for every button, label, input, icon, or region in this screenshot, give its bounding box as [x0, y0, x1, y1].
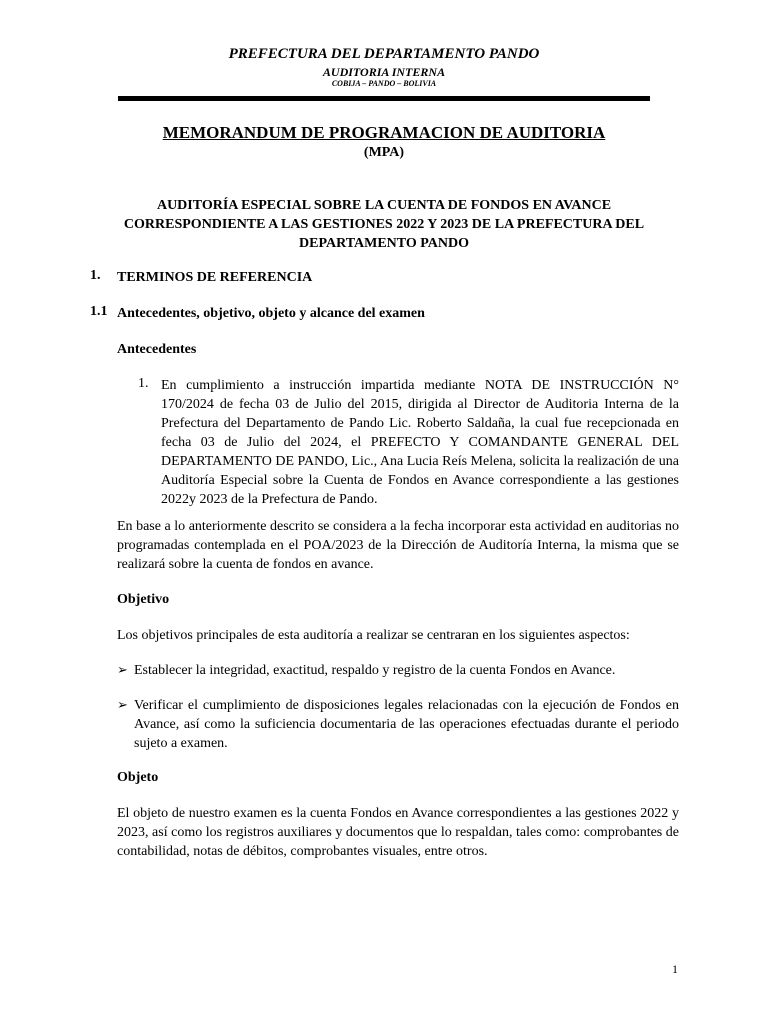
antecedentes-item-number: 1.	[138, 376, 149, 391]
objetivo-bullet-1: Establecer la integridad, exactitud, respaldo y registro de la cuenta Fondos en Avance.	[134, 663, 616, 678]
bullet-arrow-icon: ➢	[117, 697, 128, 712]
section-1-number: 1.	[90, 268, 101, 283]
antecedentes-paragraph: En base a lo anteriormente descrito se considera a la fecha incorporar esta actividad en auditorias no programadas contemplada en el POA/2023 de la Dirección de Auditoría Interna, la misma que se realizará sobre la cuenta de fondos en avance.	[117, 519, 679, 572]
audit-subject: AUDITORÍA ESPECIAL SOBRE LA CUENTA DE FONDOS EN AVANCE CORRESPONDIENTE A LAS GESTIONES 2022 Y 2023 DE LA PREFECTURA DEL DEPARTAMENTO PANDO	[123, 198, 645, 251]
memo-abbreviation: (MPA)	[363, 145, 405, 160]
objetivo-bullet-2: Verificar el cumplimiento de disposiciones legales relacionadas con la ejecución de Fondos en Avance, así como la suficiencia documentaria de las operaciones efectuadas durante el periodo sujeto a examen.	[134, 698, 679, 751]
objeto-paragraph: El objeto de nuestro examen es la cuenta Fondos en Avance correspondientes a las gestiones 2022 y 2023, así como los registros auxiliares y documentos que lo respaldan, tales como: comprobantes de contabilidad, notas de débitos, comprobantes visuales, entre otros.	[117, 806, 679, 859]
antecedentes-item-text: En cumplimiento a instrucción impartida mediante NOTA DE INSTRUCCIÓN N° 170/2024 de fecha 03 de Julio del 2015, dirigida al Director de Auditoria Interna de la Prefectura del Departamento de Pando Lic. Roberto Saldaña, la cual fue recepcionada en fecha 03 de Julio del 2024, el PREFECTO Y COMANDANTE GENERAL DEL DEPARTAMENTO DE PANDO, Lic., Ana Lucia Reís Melena, solicita la realización de una Auditoría Especial sobre la Cuenta de Fondos en Avance correspondiente a las gestiones 2022y 2023 de la Prefectura de Pando.	[161, 378, 679, 507]
objetivo-intro: Los objetivos principales de esta auditoría a realizar se centraran en los siguientes aspectos:	[117, 628, 630, 643]
antecedentes-heading: Antecedentes	[117, 342, 197, 357]
section-1-heading: TERMINOS DE REFERENCIA	[117, 270, 313, 285]
section-1-1-number: 1.1	[90, 304, 108, 319]
memo-title: MEMORANDUM DE PROGRAMACION DE AUDITORIA	[162, 123, 606, 142]
header-organization: PREFECTURA DEL DEPARTAMENTO PANDO	[228, 46, 540, 62]
section-1-1-heading: Antecedentes, objetivo, objeto y alcance del examen	[117, 306, 425, 321]
header-rule	[118, 96, 650, 101]
page-number: 1	[672, 962, 678, 976]
objetivo-heading: Objetivo	[117, 592, 170, 607]
objeto-heading: Objeto	[117, 770, 159, 785]
header-unit: AUDITORIA INTERNA	[322, 65, 446, 79]
header-location: COBIJA – PANDO – BOLIVIA	[331, 79, 437, 88]
bullet-arrow-icon: ➢	[117, 662, 128, 677]
